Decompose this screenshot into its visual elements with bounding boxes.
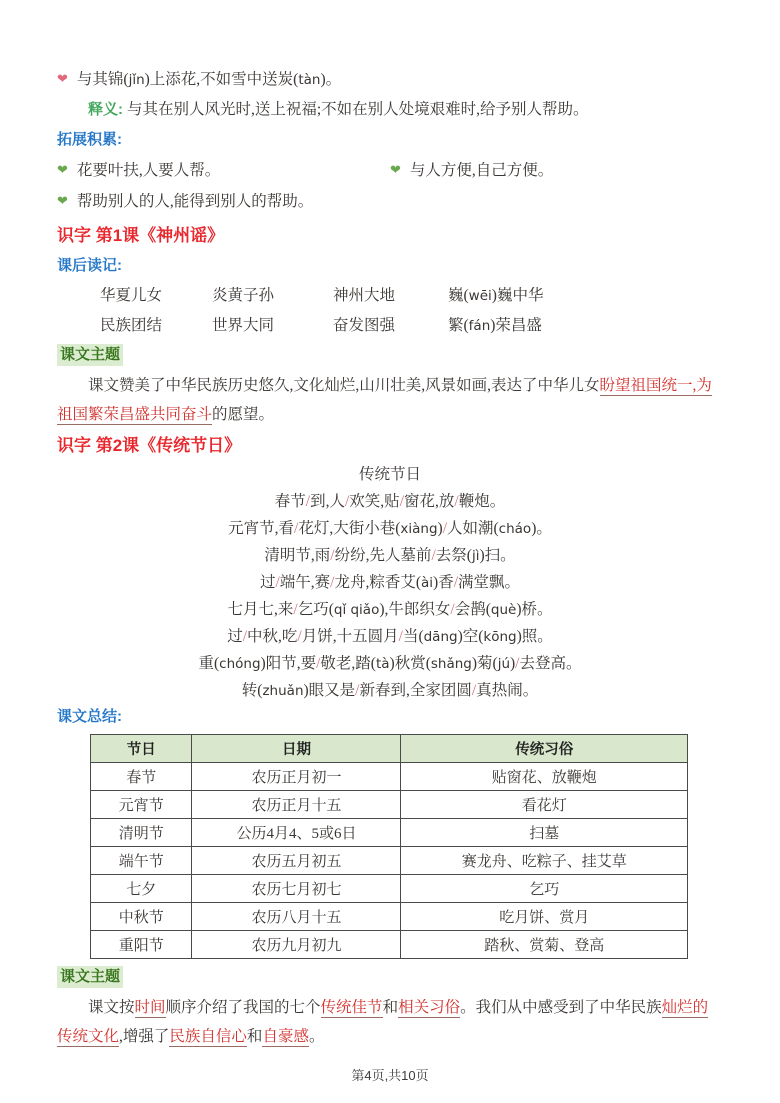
definition-text: 与其在别人风光时,送上祝福;不如在别人处境艰难时,给予别人帮助。 [127,101,589,118]
pause-slash: / [297,628,302,645]
table-cell: 扫墓 [401,819,688,847]
lesson2-heading: 识字 第2课《传统节日》 [57,436,242,455]
table-header-row [91,735,688,763]
text-segment: 传统佳节 [320,999,383,1016]
text-segment: 民族自信心 [169,1028,247,1045]
theme-label: 课文主题 [57,344,123,366]
pinyin: tàn [298,72,321,88]
pause-slash: / [355,682,360,699]
word-row [57,281,723,311]
poem-line: 重(chóng)阳节,要/敬老,踏(tà)秋赏(shǎng)菊(jú)/去登高。 [198,655,582,672]
proverb-text: 花要叶扶,人要人帮。 [76,162,221,179]
table-cell: 春节 [91,763,192,791]
expansion-label: 拓展积累: [57,131,122,148]
pinyin: cháo [498,521,532,537]
summary-label-line [57,704,723,734]
pinyin: què [490,602,517,618]
word-cell: 繁(fán)荣昌盛 [448,317,542,334]
poem-line: 元宵节,看/花灯,大街小巷(xiàng)/人如潮(cháo)。 [228,520,552,537]
table-cell: 农历正月初一 [192,763,401,791]
poem-line: 春节/到,人/欢笑,贴/窗花,放/鞭炮。 [274,493,506,510]
poem-title: 传统节日 [358,466,421,483]
table-row [91,763,688,791]
pinyin: jì [471,548,480,564]
lesson1-heading: 识字 第1课《神州谣》 [57,226,225,245]
idiom-text: 与其锦(jǐn)上添花,不如雪中送炭(tàn)。 [76,71,342,88]
poem-line: 过/端午,赛/龙舟,粽香艾(ài)香/满堂飘。 [259,574,521,591]
table-row [91,847,688,875]
pinyin: jǐn [128,72,145,88]
table-cell: 农历五月初五 [192,847,401,875]
text-segment: 顺序介绍了我国的七个 [165,999,321,1016]
table-cell: 七夕 [91,875,192,903]
poem [57,461,723,704]
table-cell: 农历八月十五 [192,903,401,931]
table-row [91,819,688,847]
word-cell: 民族团结 [100,317,163,334]
pause-slash: / [242,628,248,645]
text-segment: 。我们从中感受到了中华民族 [460,999,662,1016]
pause-slash: / [453,574,459,591]
expansion-label-line [57,125,723,155]
pinyin: kōng [483,629,517,645]
theme-label: 课文主题 [57,966,123,988]
pause-slash: / [515,655,520,672]
pinyin: wēi [468,288,492,304]
theme-label-line [57,965,723,989]
table-row [91,903,688,931]
text-segment: 和 [246,1028,263,1045]
heart-icon: ❤ [390,162,401,177]
pinyin: shǎng [430,656,472,672]
pause-slash: / [344,493,350,510]
pause-slash: / [305,493,311,510]
pinyin: zhuǎn [262,683,304,699]
pause-slash: / [431,547,436,564]
proverb-item [57,155,390,186]
text-segment: 时间 [134,999,166,1016]
text-segment: 。 [308,1028,325,1045]
pause-slash: / [450,601,455,618]
pinyin: qǐ qiǎo [333,602,380,618]
table-cell: 踏秋、赏菊、登高 [401,931,688,959]
pause-slash: / [454,493,459,510]
text-segment: 课文按 [88,999,135,1016]
reading-label: 课后读记: [57,257,122,274]
proverb-text: 与人方便,自己方便。 [409,162,554,179]
pause-slash: / [471,682,477,699]
table-cell: 吃月饼、赏月 [401,903,688,931]
word-cell: 神州大地 [333,287,396,304]
pause-slash: / [399,493,404,510]
table-row [91,931,688,959]
pinyin: tà [375,656,390,672]
pause-slash: / [442,520,447,537]
theme-paragraph [57,371,723,429]
poem-line: 清明节,雨/纷纷,先人墓前/去祭(jì)扫。 [264,547,516,564]
heart-icon: ❤ [57,193,68,208]
pause-slash: / [294,520,299,537]
text-segment: 课文赞美了中华民族历史悠久,文化灿烂,山川壮美,风景如画,表达了中华儿女 [88,377,600,394]
heart-icon: ❤ [57,162,68,177]
text-segment: 相关习俗 [398,999,461,1016]
table-cell: 看花灯 [401,791,688,819]
table-cell: 端午节 [91,847,192,875]
pinyin: dāng [423,629,458,645]
text-segment: ,增强了 [119,1028,170,1045]
table-cell: 农历七月初七 [192,875,401,903]
word-cell: 世界大同 [212,317,275,334]
proverb-item [390,155,723,186]
table-cell: 贴窗花、放鞭炮 [401,763,688,791]
table-cell: 清明节 [91,819,192,847]
pause-slash: / [398,628,403,645]
pause-slash: / [316,655,321,672]
table-cell: 农历九月初九 [192,931,401,959]
table-cell: 乞巧 [401,875,688,903]
definition-line [57,95,723,125]
table-header-cell: 节日 [91,735,192,763]
pinyin: jú [497,656,510,672]
table-header-cell: 传统习俗 [401,735,688,763]
pinyin: ài [421,575,434,591]
idiom-line [57,64,723,95]
word-cell: 奋发图强 [333,317,396,334]
reading-label-line [57,251,723,281]
pinyin: xiàng [400,521,438,537]
text-segment: 和 [382,999,399,1016]
pause-slash: / [330,547,335,564]
proverb-text: 帮助别人的人,能得到别人的帮助。 [76,193,314,210]
pause-slash: / [275,574,280,591]
poem-line: 转(zhuǎn)眼又是/新春到,全家团圆/真热闹。 [241,682,539,699]
text-segment: 的愿望。 [212,406,275,423]
definition-label: 释义: [88,101,123,118]
heart-icon: ❤ [57,71,68,86]
pause-slash: / [330,574,335,591]
table-cell: 元宵节 [91,791,192,819]
table-row [91,791,688,819]
text-segment: 盼望祖国统一,为祖国繁荣昌盛共同奋斗 [57,377,712,423]
table-cell: 中秋节 [91,903,192,931]
text-segment: 自豪感 [262,1028,309,1045]
proverb-row [57,155,723,186]
word-cell: 巍(wēi)巍中华 [448,287,544,304]
pinyin: fán [468,318,491,334]
theme-paragraph [57,993,723,1051]
proverb-row [57,186,723,217]
pause-slash: / [293,601,298,618]
table-cell: 赛龙舟、吃粽子、挂艾草 [401,847,688,875]
table-cell: 重阳节 [91,931,192,959]
word-cell: 炎黄子孙 [212,287,275,304]
table-header-cell: 日期 [192,735,401,763]
table-cell: 公历4月4、5或6日 [192,819,401,847]
table-cell: 农历正月十五 [192,791,401,819]
text-segment: 灿烂的传统文化 [57,999,709,1045]
poem-line: 过/中秋,吃/月饼,十五圆月/当(dāng)空(kōng)照。 [227,628,553,645]
pinyin: chóng [219,656,261,672]
summary-label: 课文总结: [57,708,122,725]
word-cell: 华夏儿女 [100,287,163,304]
festival-table [90,734,688,959]
poem-line: 七月七,来/乞巧(qǐ qiǎo),牛郎织女/会鹊(què)桥。 [227,601,553,618]
word-grid [57,281,723,341]
word-row [57,311,723,341]
page-number: 第4页,共10页 [351,1068,429,1083]
table-row [91,875,688,903]
theme-label-line [57,343,723,367]
poem-body [57,488,723,704]
